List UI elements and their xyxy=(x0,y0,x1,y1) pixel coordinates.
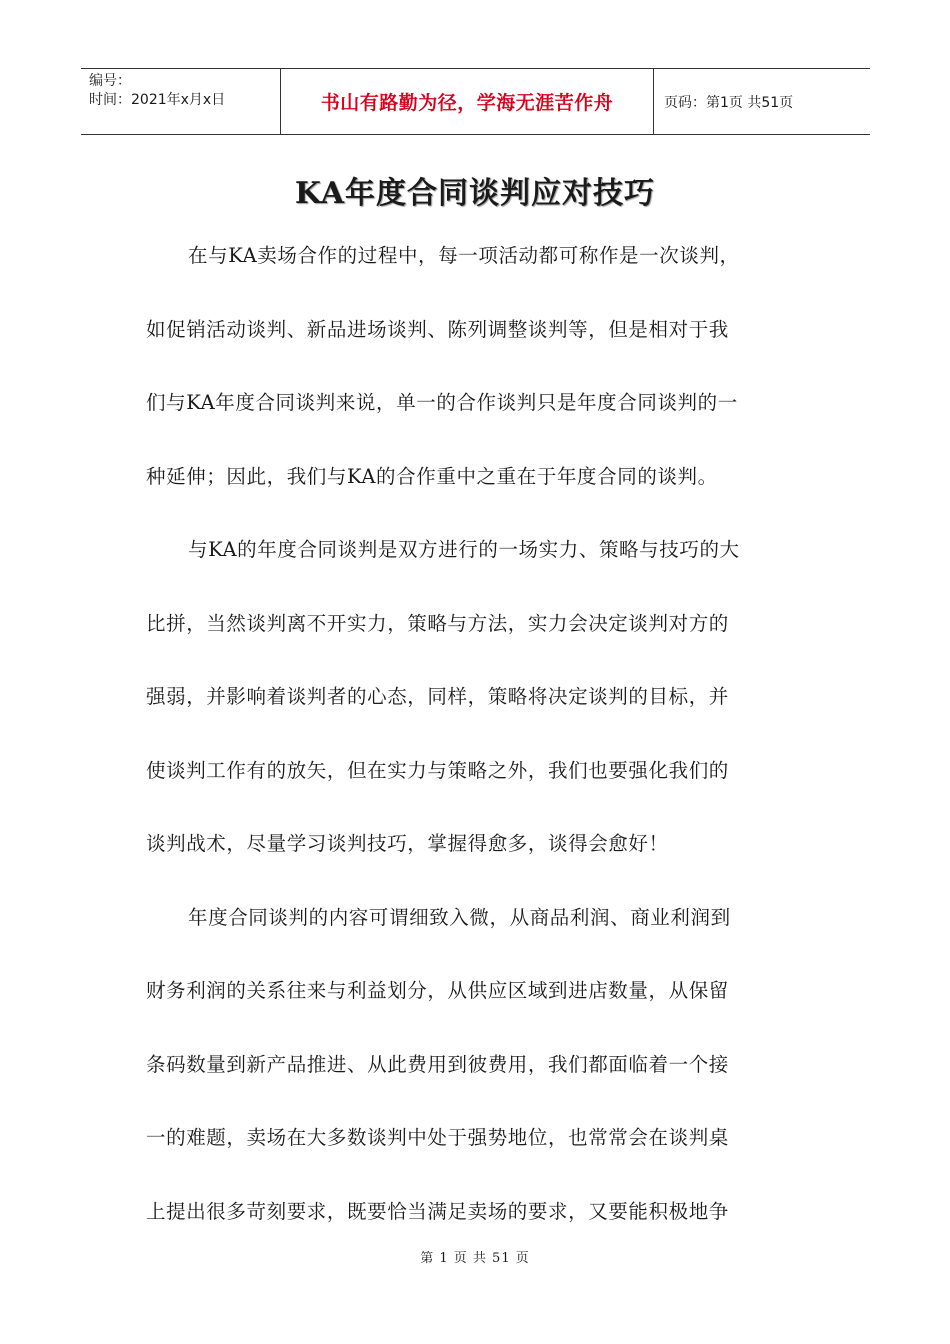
header-motto-cell xyxy=(281,69,654,134)
header-page-cell xyxy=(654,69,870,134)
header-page-info: 页码：第1页 共51页 xyxy=(664,94,794,111)
paragraph-line: 如促销活动谈判、新品进场谈判、陈列调整谈判等，但是相对于我 xyxy=(146,317,729,341)
paragraph-line: 比拼，当然谈判离不开实力，策略与方法，实力会决定谈判对方的 xyxy=(146,611,729,635)
header-meta-cell xyxy=(81,69,281,134)
document-header xyxy=(81,68,870,135)
paragraph-line: 们与KA年度合同谈判来说，单一的合作谈判只是年度合同谈判的一 xyxy=(146,391,738,414)
paragraph-line: 财务利润的关系往来与利益划分，从供应区域到进店数量，从保留 xyxy=(146,979,729,1002)
header-motto: 书山有路勤为径，学海无涯苦作舟 xyxy=(320,92,614,114)
page-footer: 第 1 页 共 51 页 xyxy=(420,1251,530,1266)
paragraph-line: 谈判战术，尽量学习谈判技巧，掌握得愈多，谈得会愈好！ xyxy=(146,832,669,855)
paragraph-line: 强弱，并影响着谈判者的心态，同样，策略将决定谈判的目标，并 xyxy=(146,685,729,708)
header-number-label: 编号： xyxy=(89,73,131,89)
paragraph-line: 与KA的年度合同谈判是双方进行的一场实力、策略与技巧的大 xyxy=(188,538,740,561)
paragraph-line: 种延伸；因此，我们与KA的合作重中之重在于年度合同的谈判。 xyxy=(146,464,718,488)
paragraph-line: 在与KA卖场合作的过程中，每一项活动都可称作是一次谈判， xyxy=(188,244,740,267)
paragraph-line: 使谈判工作有的放矢，但在实力与策略之外，我们也要强化我们的 xyxy=(146,758,729,782)
paragraph-line: 上提出很多苛刻要求，既要恰当满足卖场的要求，又要能积极地争 xyxy=(146,1199,729,1223)
document-body xyxy=(146,236,808,1265)
header-time-label: 时间：2021年x月x日 xyxy=(89,92,226,108)
paragraph-line: 条码数量到新产品推进、从此费用到彼费用，我们都面临着一个接 xyxy=(146,1052,729,1076)
paragraph-line: 年度合同谈判的内容可谓细致入微，从商品利润、商业利润到 xyxy=(188,905,731,929)
paragraph-line: 一的难题，卖场在大多数谈判中处于强势地位，也常常会在谈判桌 xyxy=(146,1126,729,1149)
document-title: KA年度合同谈判应对技巧 xyxy=(294,176,656,211)
